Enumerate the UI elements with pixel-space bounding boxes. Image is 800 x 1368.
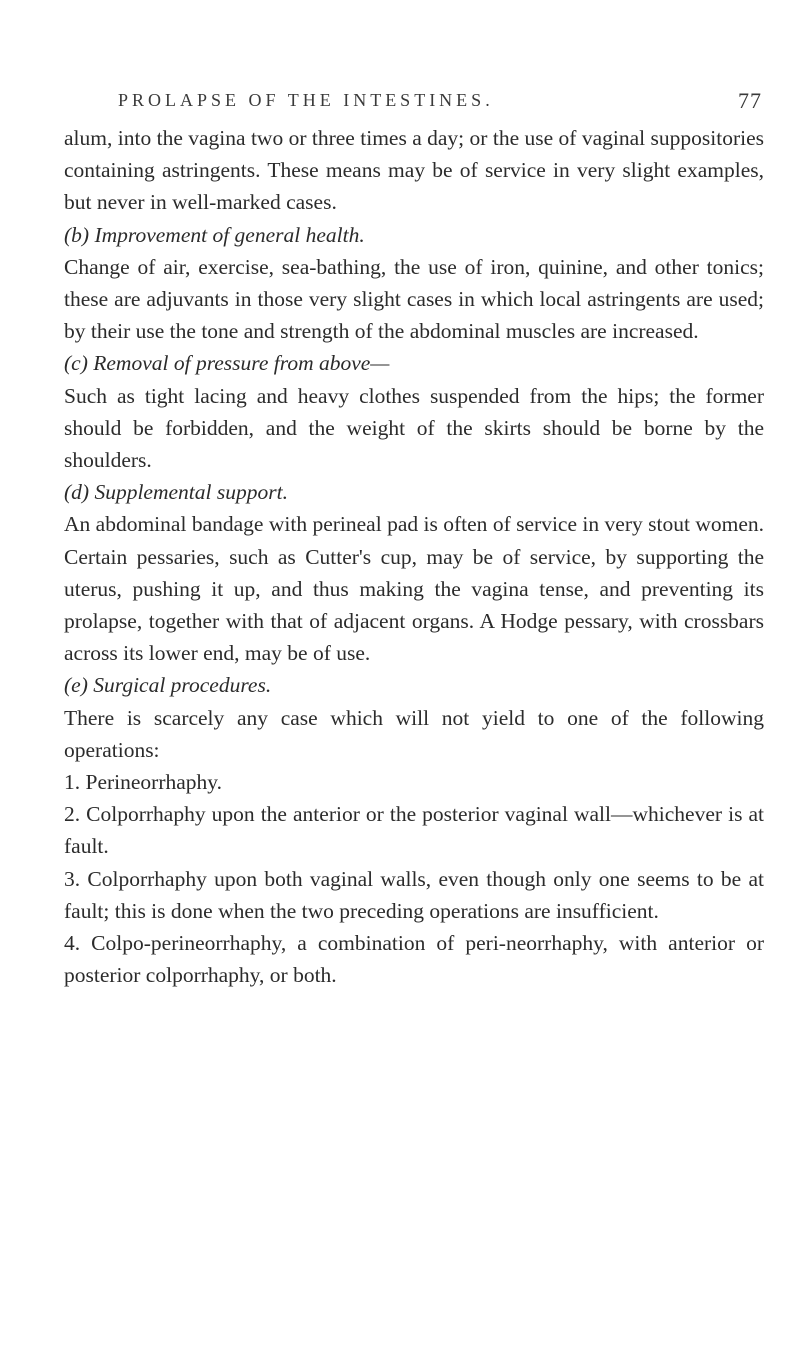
section-b-paragraph: Change of air, exercise, sea-bathing, the use of iron, quinine, and other tonics; these are adjuvants in those very slight cases in which local astringents are used; by their use the tone and strength of the abdominal muscles are increased. (64, 254, 764, 344)
section-b-letter: (b) (64, 222, 90, 247)
section-d-heading (64, 476, 764, 508)
operation-item-2: 2. Colporrhaphy upon the anterior or the posterior vaginal wall—whichever is at fault. (64, 802, 764, 859)
section-c-letter: (c) (64, 351, 88, 376)
section-e-title: Surgical procedures. (93, 673, 272, 698)
book-page (64, 90, 764, 991)
section-c-paragraph: Such as tight lacing and heavy clothes suspended from the hips; the former should be forbidden, and the weight of the skirts should be borne by the shoulders. (64, 383, 764, 473)
section-e-paragraph: There is scarcely any case which will not yield to one of the following operations: (64, 705, 764, 762)
section-d-paragraph: An abdominal bandage with perineal pad is often of service in very stout women. Certain pessaries, such as Cutter's cup, may be of service, by supporting the uterus, pushing it up, and thus making the vagina tense, and preventing its prolapse, together with that of adjacent organs. A Hodge pessary, with crossbars across its lower end, may be of use. (64, 512, 764, 666)
running-head (64, 90, 764, 122)
section-d-letter: (d) (64, 480, 90, 505)
operation-item-3: 3. Colporrhaphy upon both vaginal walls, even though only one seems to be at fault; this is done when the two preceding operations are insufficient. (64, 866, 764, 923)
page-body (64, 122, 764, 991)
section-c-heading (64, 347, 764, 379)
section-c-title: Removal of pressure from above— (93, 351, 390, 376)
running-title: PROLAPSE OF THE INTESTINES. (118, 90, 494, 110)
operation-item-4: 4. Colpo-perineorrhaphy, a combination of peri-neorrhaphy, with anterior or posterior colporrhaphy, or both. (64, 931, 764, 988)
section-d-title: Supplemental support. (94, 480, 288, 505)
section-b-title: Improvement of general health. (94, 222, 365, 247)
section-e-heading (64, 669, 764, 701)
section-e-letter: (e) (64, 673, 88, 698)
section-b-heading (64, 219, 764, 251)
intro-paragraph: alum, into the vagina two or three times a day; or the use of vaginal suppositories containing astringents. These means may be of service in very slight examples, but never in well-marked cases. (64, 126, 764, 215)
page-number: 77 (738, 88, 762, 113)
operation-item-1: 1. Perineorrhaphy. (64, 770, 223, 795)
